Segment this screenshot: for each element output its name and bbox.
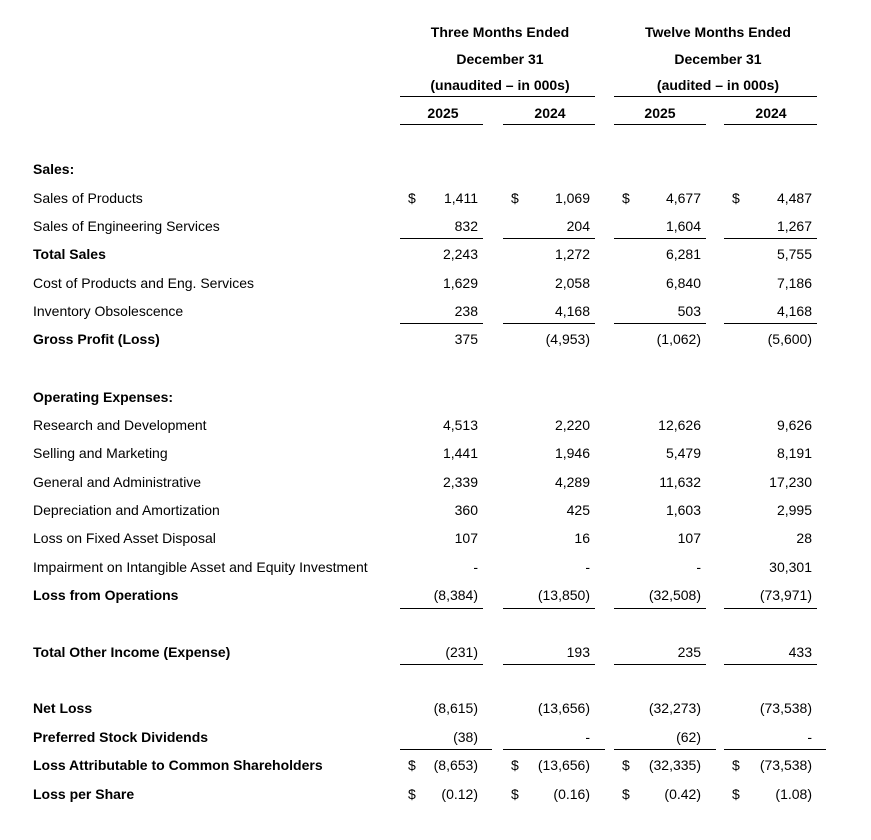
row-label: Inventory Obsolescence	[33, 303, 184, 319]
currency-symbol: $	[511, 190, 519, 206]
currency-symbol: $	[622, 757, 630, 773]
row-label: Loss on Fixed Asset Disposal	[33, 530, 216, 546]
row-label: Gross Profit (Loss)	[33, 331, 160, 347]
total-rule	[400, 323, 483, 324]
cell-value: 16	[574, 530, 590, 546]
row-label: Net Loss	[33, 700, 93, 716]
row-label: Total Other Income (Expense)	[33, 644, 231, 660]
cell-value: 1,604	[665, 218, 701, 234]
cell-value: (5,600)	[767, 331, 812, 347]
cell-value: 433	[788, 644, 812, 660]
total-rule	[614, 323, 706, 324]
cell-value: 238	[454, 303, 478, 319]
cell-value: (8,615)	[433, 700, 478, 716]
table-row	[0, 269, 871, 297]
total-rule	[724, 323, 817, 324]
currency-symbol: $	[732, 786, 740, 802]
cell-value: (73,538)	[759, 757, 812, 773]
row-label: Sales:	[33, 161, 75, 177]
year-rule	[400, 124, 483, 125]
table-row	[0, 581, 871, 609]
total-rule	[503, 238, 595, 239]
three-months-header-line2: December 31	[456, 51, 544, 67]
cell-value: 1,603	[665, 502, 701, 518]
table-row	[0, 638, 871, 666]
cell-value: (0.12)	[441, 786, 478, 802]
total-rule	[614, 664, 706, 665]
currency-symbol: $	[408, 190, 416, 206]
row-label: Sales of Products	[33, 190, 143, 206]
total-rule	[400, 238, 483, 239]
table-row	[0, 297, 871, 325]
cell-value: -	[585, 729, 590, 745]
row-label: Selling and Marketing	[33, 445, 168, 461]
cell-value: (13,656)	[537, 757, 590, 773]
currency-symbol: $	[622, 190, 630, 206]
cell-value: 8,191	[776, 445, 812, 461]
year-rule	[503, 124, 595, 125]
table-row	[0, 780, 871, 808]
row-label: General and Administrative	[33, 474, 202, 490]
table-row	[0, 723, 871, 751]
currency-symbol: $	[622, 786, 630, 802]
cell-value: 4,677	[665, 190, 701, 206]
table-row	[0, 155, 871, 183]
cell-value: -	[473, 559, 478, 575]
cell-value: 7,186	[776, 275, 812, 291]
cell-value: 204	[566, 218, 590, 234]
three-months-header-line1: Three Months Ended	[430, 24, 570, 40]
row-label: Impairment on Intangible Asset and Equity Investment	[33, 559, 368, 575]
row-label: Sales of Engineering Services	[33, 218, 220, 234]
table-row	[0, 468, 871, 496]
cell-value: 375	[454, 331, 478, 347]
three-months-header-rule	[400, 96, 595, 97]
currency-symbol: $	[511, 757, 519, 773]
total-rule	[503, 608, 595, 609]
cell-value: 12,626	[658, 417, 701, 433]
cell-value: 1,267	[776, 218, 812, 234]
total-rule	[400, 749, 492, 750]
table-row	[0, 694, 871, 722]
cell-value: 2,339	[442, 474, 478, 490]
cell-value: (0.42)	[664, 786, 701, 802]
cell-value: 107	[677, 530, 701, 546]
currency-symbol: $	[732, 190, 740, 206]
cell-value: (13,656)	[537, 700, 590, 716]
cell-value: 30,301	[769, 559, 812, 575]
twelve-months-year-2025: 2025	[644, 105, 676, 121]
currency-symbol: $	[732, 757, 740, 773]
year-rule	[724, 124, 817, 125]
row-label: Total Sales	[33, 246, 106, 262]
twelve-months-header-line3: (audited – in 000s)	[656, 77, 780, 93]
table-row	[0, 184, 871, 212]
cell-value: 1,441	[442, 445, 478, 461]
twelve-months-header-line1: Twelve Months Ended	[645, 24, 791, 40]
cell-value: (0.16)	[553, 786, 590, 802]
cell-value: (73,971)	[759, 587, 812, 603]
year-rule	[614, 124, 706, 125]
total-rule	[503, 664, 595, 665]
row-label: Preferred Stock Dividends	[33, 729, 209, 745]
table-row	[0, 553, 871, 581]
cell-value: 1,411	[444, 190, 478, 206]
cell-value: (231)	[445, 644, 478, 660]
total-rule	[503, 323, 595, 324]
cell-value: 17,230	[769, 474, 812, 490]
twelve-months-header-rule	[614, 96, 817, 97]
cell-value: 28	[796, 530, 812, 546]
cell-value: 6,840	[665, 275, 701, 291]
currency-symbol: $	[408, 757, 416, 773]
cell-value: 5,479	[665, 445, 701, 461]
cell-value: 2,220	[554, 417, 590, 433]
twelve-months-header-line2: December 31	[674, 51, 762, 67]
cell-value: (13,850)	[537, 587, 590, 603]
cell-value: -	[807, 729, 812, 745]
table-row	[0, 439, 871, 467]
table-row	[0, 751, 871, 779]
cell-value: 1,629	[442, 275, 478, 291]
total-rule	[503, 749, 605, 750]
cell-value: (32,335)	[648, 757, 701, 773]
three-months-year-2024: 2024	[534, 105, 566, 121]
table-row	[0, 496, 871, 524]
cell-value: 360	[454, 502, 478, 518]
total-rule	[724, 749, 826, 750]
cell-value: 1,272	[554, 246, 590, 262]
cell-value: (4,953)	[545, 331, 590, 347]
cell-value: (1,062)	[656, 331, 701, 347]
cell-value: 832	[454, 218, 478, 234]
table-row	[0, 383, 871, 411]
cell-value: 107	[454, 530, 478, 546]
cell-value: 4,289	[554, 474, 590, 490]
cell-value: (1.08)	[775, 786, 812, 802]
cell-value: (32,508)	[648, 587, 701, 603]
cell-value: (62)	[676, 729, 701, 745]
cell-value: 5,755	[776, 246, 812, 262]
cell-value: (8,384)	[433, 587, 478, 603]
row-label: Loss per Share	[33, 786, 135, 802]
currency-symbol: $	[408, 786, 416, 802]
table-row	[0, 524, 871, 552]
row-label: Loss Attributable to Common Shareholders	[33, 757, 323, 773]
row-label: Depreciation and Amortization	[33, 502, 220, 518]
cell-value: (32,273)	[648, 700, 701, 716]
row-label: Research and Development	[33, 417, 207, 433]
currency-symbol: $	[511, 786, 519, 802]
cell-value: 4,513	[442, 417, 478, 433]
total-rule	[614, 238, 706, 239]
cell-value: 2,058	[554, 275, 590, 291]
cell-value: 11,632	[659, 474, 701, 490]
cell-value: 193	[566, 644, 590, 660]
three-months-header-line3: (unaudited – in 000s)	[430, 77, 570, 93]
three-months-year-2025: 2025	[427, 105, 459, 121]
row-label: Cost of Products and Eng. Services	[33, 275, 254, 291]
cell-value: (73,538)	[759, 700, 812, 716]
cell-value: 4,487	[776, 190, 812, 206]
cell-value: (38)	[453, 729, 478, 745]
total-rule	[724, 238, 817, 239]
total-rule	[614, 608, 706, 609]
cell-value: -	[696, 559, 701, 575]
total-rule	[400, 608, 483, 609]
table-row	[0, 411, 871, 439]
cell-value: 425	[566, 502, 590, 518]
cell-value: 1,069	[554, 190, 590, 206]
cell-value: 2,995	[776, 502, 812, 518]
cell-value: 6,281	[665, 246, 701, 262]
total-rule	[724, 664, 817, 665]
row-label: Loss from Operations	[33, 587, 179, 603]
cell-value: 235	[677, 644, 701, 660]
total-rule	[614, 749, 716, 750]
cell-value: 4,168	[554, 303, 590, 319]
table-row	[0, 325, 871, 353]
cell-value: 1,946	[554, 445, 590, 461]
cell-value: (8,653)	[433, 757, 478, 773]
table-row	[0, 212, 871, 240]
cell-value: -	[585, 559, 590, 575]
total-rule	[400, 664, 483, 665]
cell-value: 4,168	[776, 303, 812, 319]
table-row	[0, 240, 871, 268]
row-label: Operating Expenses:	[33, 389, 174, 405]
cell-value: 2,243	[442, 246, 478, 262]
cell-value: 9,626	[776, 417, 812, 433]
twelve-months-year-2024: 2024	[755, 105, 787, 121]
total-rule	[724, 608, 817, 609]
cell-value: 503	[677, 303, 701, 319]
